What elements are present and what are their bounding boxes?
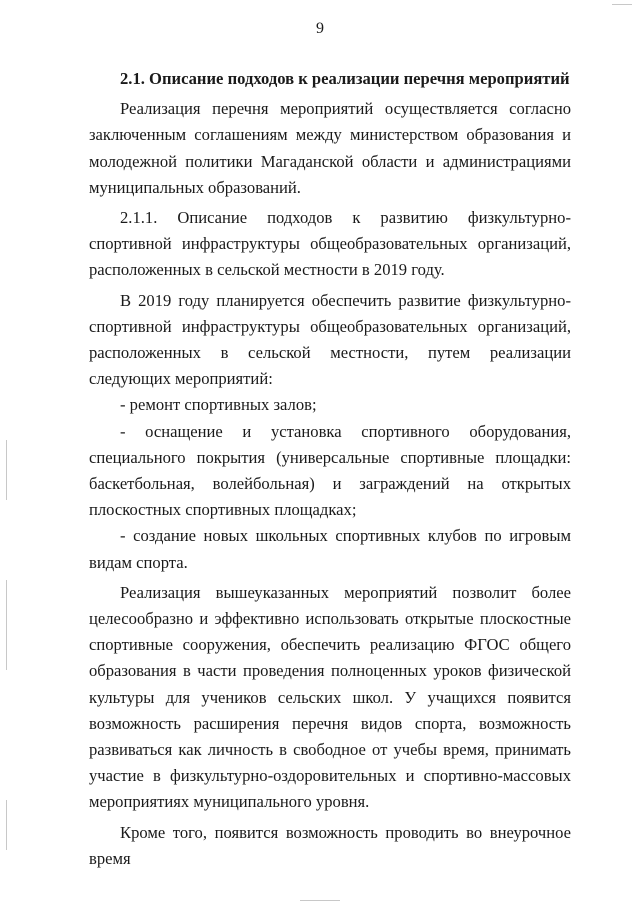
paragraph-implementation-results: Реализация вышеуказанных мероприятий позволит более целесообразно и эффективно использовать открытые плоскостные спортивные сооружения, обеспечить реализацию ФГОС общего образования в части проведения полноценных уроков физической культуры для учеников сельских школ. У учащихся появится возможность расширения перечня видов спорта, возможность развиваться как личность в свободное от учебы время, принимать участие в физкультурно-оздоровительных и спортивно-массовых мероприятиях муниципального уровня.: [89, 582, 571, 812]
paragraph-plan-2019: В 2019 году планируется обеспечить развитие физкультурно-спортивной инфраструктуры общеобразовательных организаций, расположенных в сельской местности, путем реализации следующих мероприятий:: [89, 290, 571, 389]
list-item-equipment: - оснащение и установка спортивного оборудования, специального покрытия (универсальные спортивные площадки: баскетбольная, волейбольная) и заграждений на открытых плоскостных спортивных площадках;: [89, 421, 571, 520]
paragraph-intro: Реализация перечня мероприятий осуществляется согласно заключенным соглашениям между министерством образования и молодежной политики Магаданской области и администрациями муниципальных образований.: [89, 99, 571, 197]
scan-edge-mark: [6, 800, 7, 850]
paragraph-subsection-2-1-1: 2.1.1. Описание подходов к развитию физкультурно-спортивной инфраструктуры общеобразовательных организаций, расположенных в сельской местности в 2019 году.: [89, 208, 571, 280]
page-number: 9: [316, 20, 324, 37]
section-heading: 2.1. Описание подходов к реализации перечня мероприятий: [120, 69, 570, 88]
scan-edge-mark: [6, 580, 7, 670]
document-body: [89, 66, 571, 872]
scan-edge-mark: [300, 900, 340, 901]
scan-edge-mark: [6, 440, 7, 500]
list-item-sport-clubs: - создание новых школьных спортивных клубов по игровым видам спорта.: [89, 526, 571, 572]
list-item-repair-halls: - ремонт спортивных залов;: [120, 395, 317, 415]
paragraph-additional: Кроме того, появится возможность проводить во внеурочное время: [89, 822, 571, 868]
scan-edge-mark: [612, 4, 632, 5]
